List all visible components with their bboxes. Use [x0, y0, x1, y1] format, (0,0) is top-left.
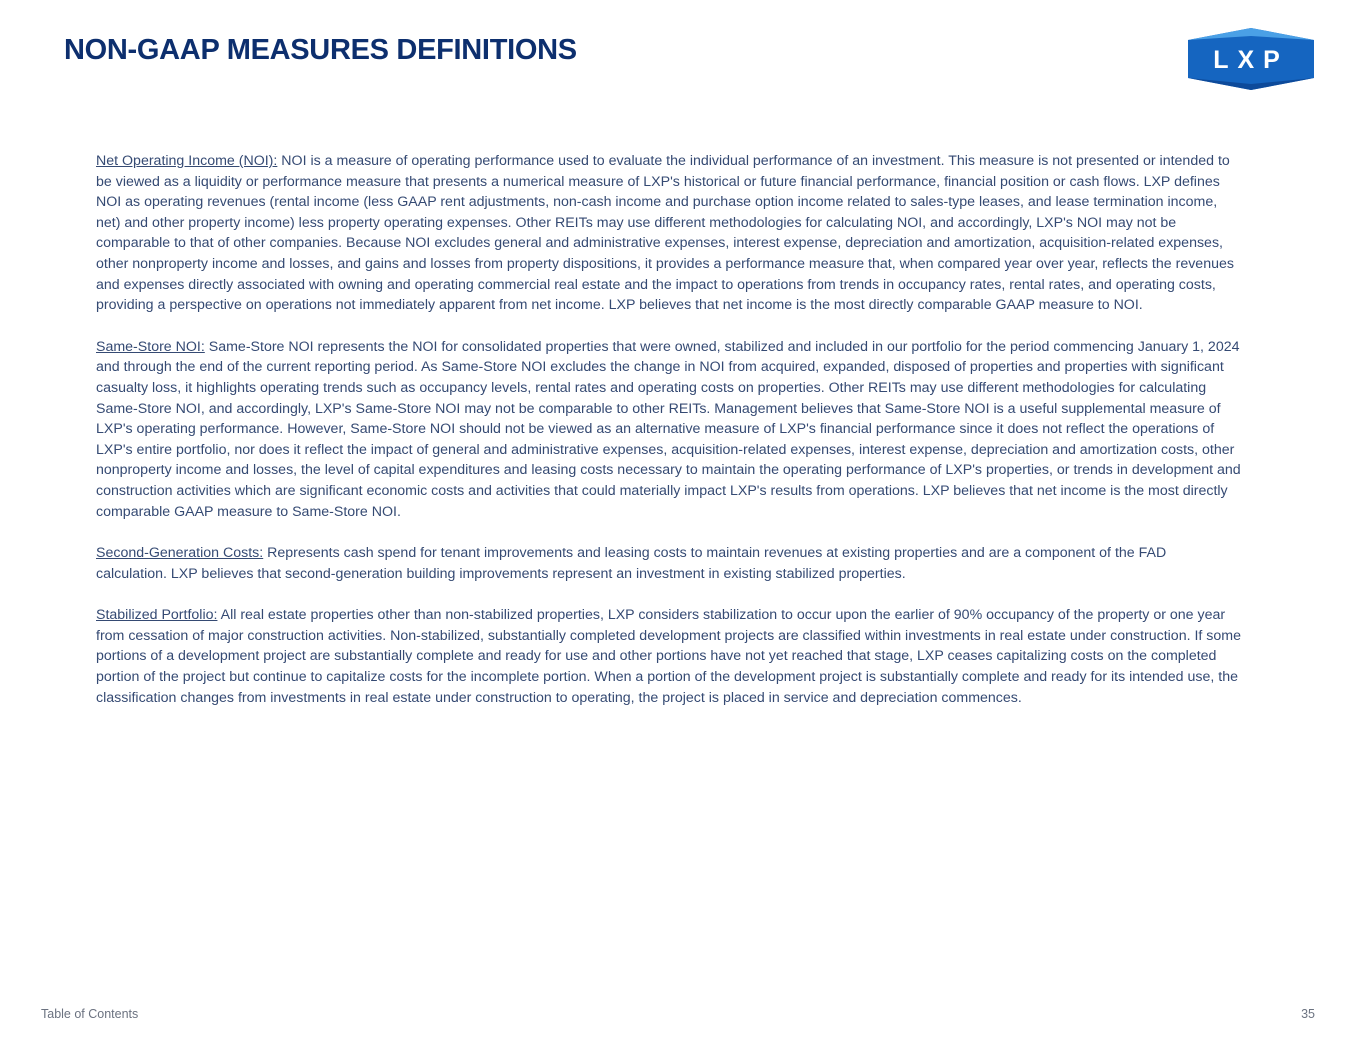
- definition-second-generation-costs: [96, 543, 1241, 584]
- lxp-logo: [1188, 28, 1314, 90]
- logo-text: LXP: [1213, 46, 1289, 74]
- table-of-contents-link[interactable]: Table of Contents: [41, 1007, 139, 1021]
- definition-stabilized-portfolio: [96, 605, 1241, 708]
- definition-text: Represents cash spend for tenant improvements and leasing costs to maintain revenues at existing properties and are a component of the FAD calculation. LXP believes that second-generation building improvements represent an investment in existing stabilized properties.: [96, 545, 1167, 582]
- definition-term: Second-Generation Costs:: [96, 545, 264, 562]
- page-number: 35: [1301, 1007, 1315, 1021]
- definitions-list: [96, 151, 1241, 729]
- definition-term: Net Operating Income (NOI):: [96, 153, 278, 169]
- definition-text: NOI is a measure of operating performance used to evaluate the individual performance of an investment. This measure is not presented or intended to be viewed as a liquidity or performance measure that presents a numerical measure of LXP's historical or future financial performance, financial position or cash flows. LXP defines NOI as operating revenues (rental income (less GAAP rent adjustments, non-cash income and purchase option income related to sales-type leases, and lease termination income, net) and other property income) less property operating expenses. Other REITs may use different methodologies for calculating NOI, and accordingly, LXP's NOI may not be comparable to that of other companies. Because NOI excludes general and administrative expenses, interest expense, depreciation and amortization, acquisition-related expenses, other nonproperty income and losses, and gains and losses from property dispositions, it provides a performance measure that, when compared year over year, reflects the revenues and expenses directly associated with owning and operating commercial real estate and the impact to operations from trends in occupancy rates, rental rates, and operating costs, providing a perspective on operations not immediately apparent from net income. LXP believes that net income is the most directly comparable GAAP measure to NOI.: [96, 153, 1234, 314]
- definition-noi: [96, 151, 1241, 316]
- definition-term: Stabilized Portfolio:: [96, 607, 218, 624]
- definition-text: All real estate properties other than non-stabilized properties, LXP considers stabilization to occur upon the earlier of 90% occupancy of the property or one year from cessation of major construction activities. Non-stabilized, substantially completed development projects are classified within investments in real estate under construction. If some portions of a development project are substantially complete and ready for use and other portions have not yet reached that stage, LXP ceases capitalizing costs on the completed portion of the project but continue to capitalize costs for the incomplete portion. When a portion of the development project is substantially complete and ready for its intended use, the classification changes from investments in real estate under construction to operating, the project is placed in service and depreciation commences.: [96, 607, 1241, 706]
- definition-text: Same-Store NOI represents the NOI for consolidated properties that were owned, stabilized and included in our portfolio for the period commencing January 1, 2024 and through the end of the current reporting period. As Same-Store NOI excludes the change in NOI from acquired, expanded, disposed of properties and properties with significant casualty loss, it highlights operating trends such as occupancy levels, rental rates and operating costs on properties. Other REITs may use different methodologies for calculating Same-Store NOI, and accordingly, LXP's Same-Store NOI may not be comparable to other REITs. Management believes that Same-Store NOI is a useful supplemental measure of LXP's operating performance. However, Same-Store NOI should not be viewed as an alternative measure of LXP's financial performance since it does not reflect the operations of LXP's entire portfolio, nor does it reflect the impact of general and administrative expenses, acquisition-related expenses, interest expense, depreciation and amortization costs, other nonproperty income and losses, the level of capital expenditures and leasing costs necessary to maintain the operating performance of LXP's properties, or trends in development and construction activities which are significant economic costs and activities that could materially impact LXP's results from operations. LXP believes that net income is the most directly comparable GAAP measure to Same-Store NOI.: [96, 338, 1241, 520]
- definition-same-store-noi: [96, 337, 1241, 522]
- page-title: NON-GAAP MEASURES DEFINITIONS: [64, 34, 577, 66]
- definition-term: Same-Store NOI:: [96, 338, 205, 355]
